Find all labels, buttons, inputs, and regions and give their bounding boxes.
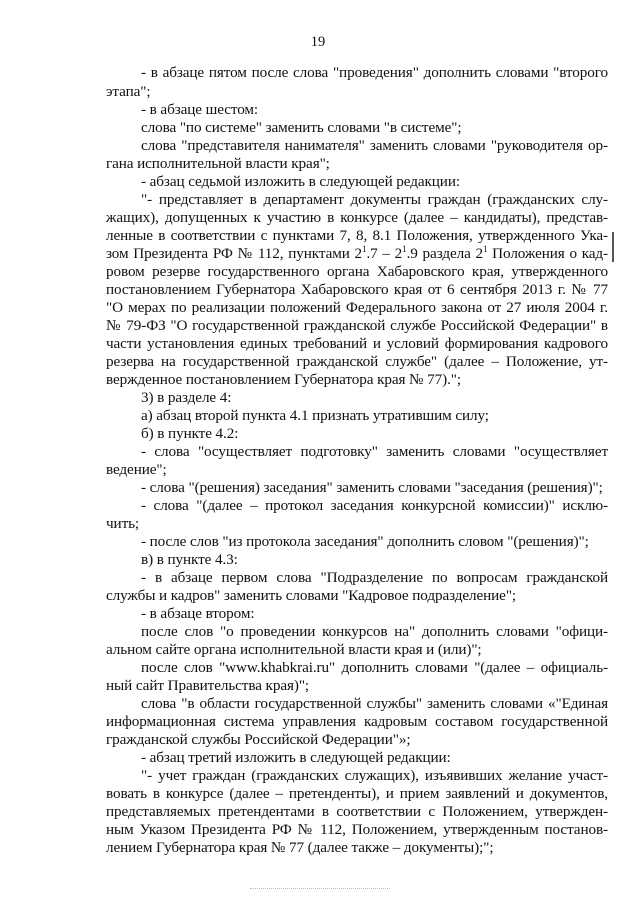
text-line: постановлением Губернатора Хабаровского края от 6 сентября 2013 г. № 77 <box>106 281 608 298</box>
text-line: слова "в области государственной службы" заменить словами «"Единая <box>141 695 608 712</box>
text-line: - слова "осуществляет подготовку" заменить словами "осуществляет <box>141 443 608 460</box>
text-line: - абзац седьмой изложить в следующей редакции: <box>141 173 460 190</box>
text-line: ный сайт Правительства края)"; <box>106 677 310 694</box>
text-line: после слов "о проведении конкурсов на" дополнить словами "офици- <box>141 623 608 640</box>
text-line: "О мерах по реализации положений Федерального закона от 27 июля 2004 г. <box>106 299 608 316</box>
text-line: а) абзац второй пункта 4.1 признать утратившим силу; <box>141 407 489 424</box>
text-line: № 79-ФЗ "О государственной гражданской службе Российской Федерации" в <box>106 317 608 334</box>
text-line: этапа"; <box>106 83 151 100</box>
text-segment: зом Президента РФ № 112, пунктами 2 <box>106 245 363 262</box>
text-line: ным Указом Президента РФ № 112, Положением, утвержденным постанов- <box>106 821 608 838</box>
text-line: - слова "(решения) заседания" заменить словами "заседания (решения)"; <box>141 479 603 496</box>
text-line: жащих), допущенных к участию в конкурсе (далее – кандидаты), представ- <box>106 209 608 226</box>
text-segment: .9 раздела 2 <box>406 245 483 262</box>
text-line: резерва на государственной гражданской службе" (далее – Положение, ут- <box>106 353 608 370</box>
page-number: 19 <box>310 34 326 50</box>
text-line: гражданской службы Российской Федерации"»; <box>106 731 411 748</box>
scan-margin-mark <box>612 232 614 262</box>
text-line: б) в пункте 4.2: <box>141 425 239 442</box>
text-line: - в абзаце втором: <box>141 605 255 622</box>
text-line: службы и кадров" заменить словами "Кадровое подразделение"; <box>106 587 517 604</box>
superscript: 1 <box>482 244 488 254</box>
text-line: - слова "(далее – протокол заседания конкурсной комиссии)" исклю- <box>141 497 608 514</box>
text-line: чить; <box>106 515 140 532</box>
text-line: после слов "www.khabkrai.ru" дополнить словами "(далее – официаль- <box>141 659 608 676</box>
text-line: 3) в разделе 4: <box>141 389 232 406</box>
text-line: в) в пункте 4.3: <box>141 551 238 568</box>
text-line: - в абзаце пятом после слова "проведения" дополнить словами "второго <box>141 64 608 81</box>
text-line: вовать в конкурсе (далее – претенденты), и прием заявлений и документов, <box>106 785 608 802</box>
text-line: вержденное постановлением Губернатора края № 77)."; <box>106 371 462 388</box>
text-line: ровом резерве государственного органа Хабаровского края, утвержденного <box>106 263 608 280</box>
text-line: "- представляет в департамент документы граждан (гражданских слу- <box>141 191 608 208</box>
text-line <box>106 245 608 262</box>
text-line: части установления единых требований и условий формирования кадрового <box>106 335 608 352</box>
text-line: - абзац третий изложить в следующей редакции: <box>141 749 451 766</box>
text-line: слова "представителя нанимателя" заменить словами "руководителя ор- <box>141 137 608 154</box>
text-segment: .7 – 2 <box>366 245 403 262</box>
text-line: - в абзаце первом слова "Подразделение по вопросам гражданской <box>141 569 608 586</box>
text-line: представляемых претендентами в соответствии с Положением, утвержден- <box>106 803 608 820</box>
text-segment: Положения о кад- <box>487 245 609 262</box>
text-line: гана исполнительной власти края"; <box>106 155 330 172</box>
text-line: ленные в соответствии с пунктами 7, 8, 8.1 Положения, утвержденного Ука- <box>106 227 608 244</box>
superscript: 1 <box>362 244 367 254</box>
text-line: "- учет граждан (гражданских служащих), изъявивших желание участ- <box>141 767 608 784</box>
text-line: альном сайте органа исполнительной власти края и (или)"; <box>106 641 482 658</box>
scan-artifact <box>250 888 390 890</box>
text-line: лением Губернатора края № 77 (далее также – документы);"; <box>106 839 494 856</box>
text-line: информационная система управления кадровым составом государственной <box>106 713 608 730</box>
superscript: 1 <box>402 244 407 254</box>
text-line: слова "по системе" заменить словами "в системе"; <box>141 119 462 136</box>
text-line: ведение"; <box>106 461 167 478</box>
text-line: - в абзаце шестом: <box>141 101 259 118</box>
text-line: - после слов "из протокола заседания" дополнить словом "(решения)"; <box>141 533 589 550</box>
